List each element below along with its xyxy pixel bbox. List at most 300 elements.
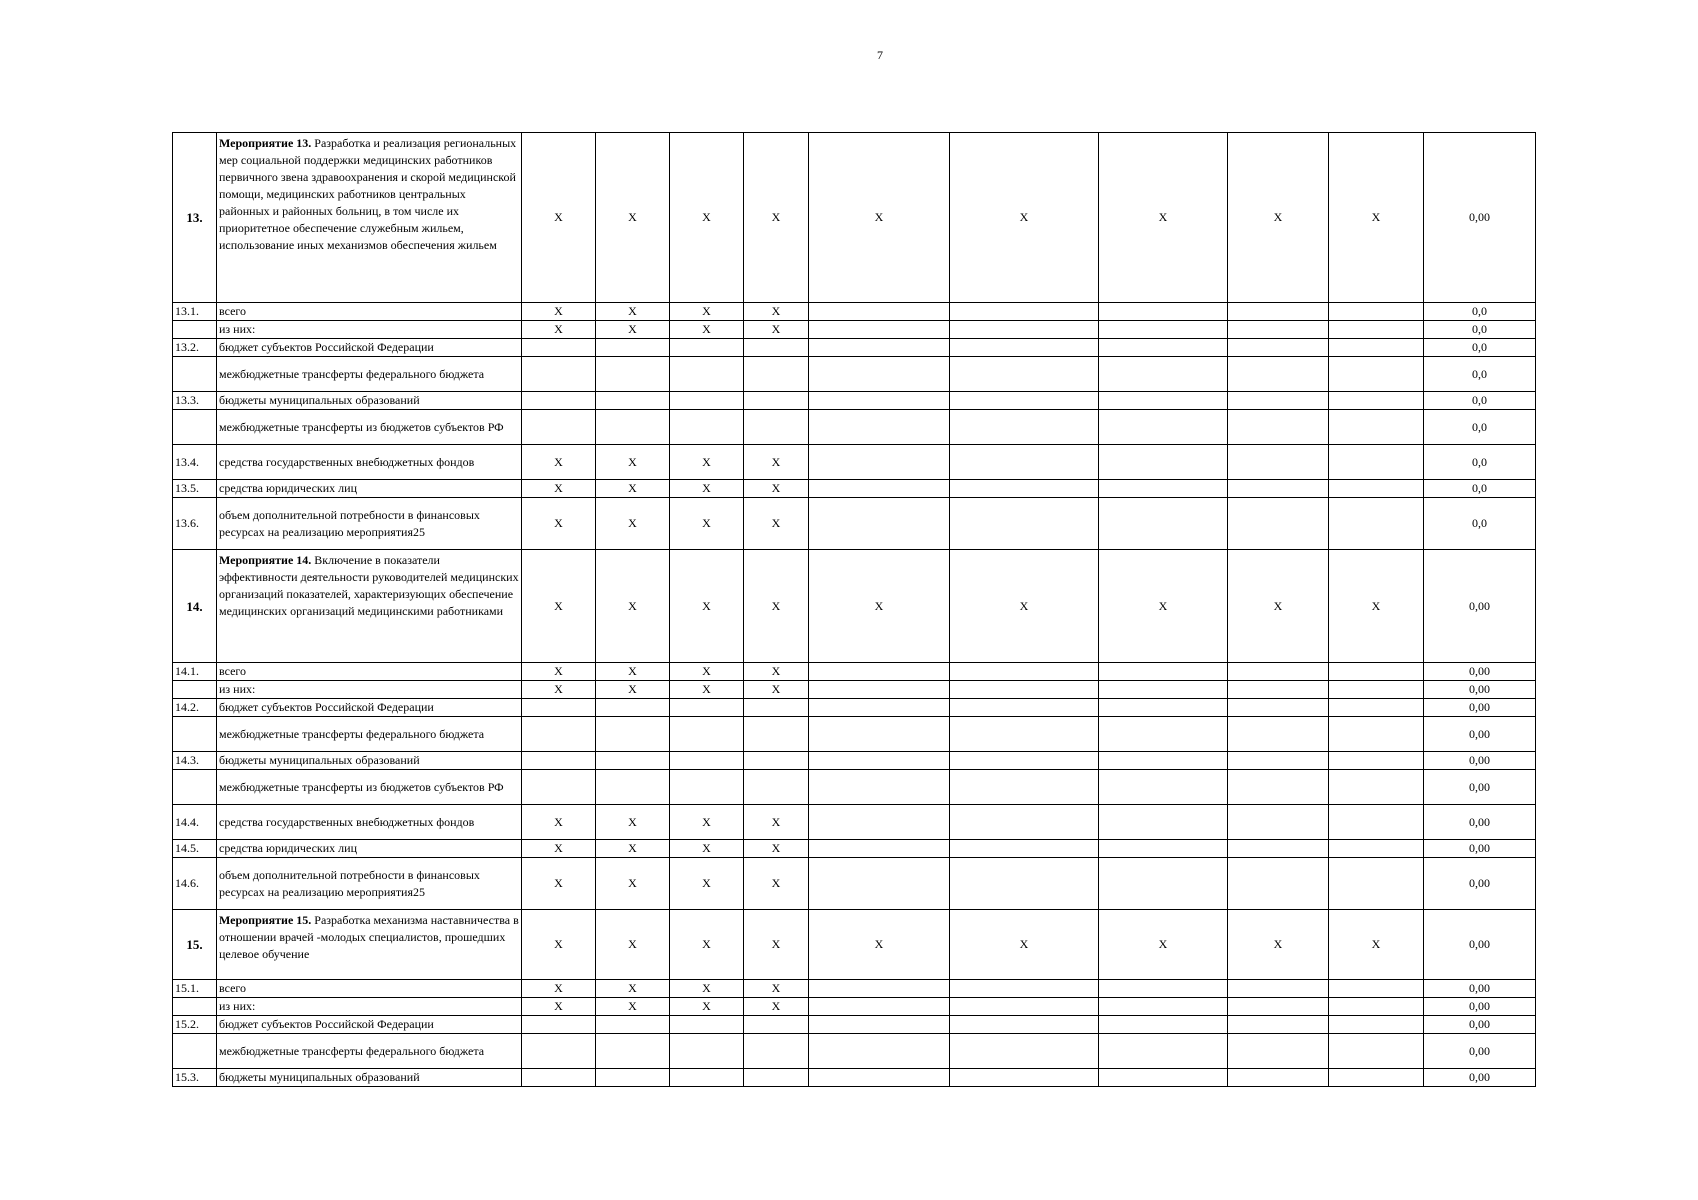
empty-cell xyxy=(1329,321,1424,339)
x-mark: X xyxy=(670,858,744,910)
empty-cell xyxy=(809,717,950,752)
row-total: 0,0 xyxy=(1424,498,1536,550)
row-total: 0,0 xyxy=(1424,410,1536,445)
section-description-text: Разработка и реализация региональных мер социальной поддержки медицинских работников первичного звена здравоохранения и скорой медицинской помощи, медицинских работников центральных районных и районных больниц, в том числе их приоритетное обеспечение служебным жильем, использование иных механизмов обеспечения жильем xyxy=(219,136,517,252)
empty-cell xyxy=(596,1016,670,1034)
row-number: 15.2. xyxy=(173,1016,217,1034)
empty-cell xyxy=(809,681,950,699)
empty-cell xyxy=(809,357,950,392)
empty-cell xyxy=(1329,1034,1424,1069)
x-mark: X xyxy=(744,980,809,998)
x-mark: X xyxy=(522,805,596,840)
empty-cell xyxy=(1099,858,1228,910)
empty-cell xyxy=(744,410,809,445)
empty-cell xyxy=(1329,805,1424,840)
empty-cell xyxy=(744,752,809,770)
row-total: 0,00 xyxy=(1424,1069,1536,1087)
empty-cell xyxy=(1099,699,1228,717)
x-mark: X xyxy=(522,910,596,980)
empty-cell xyxy=(522,410,596,445)
empty-cell xyxy=(1329,1069,1424,1087)
row-number xyxy=(173,1034,217,1069)
table-row xyxy=(173,840,1536,858)
row-label: бюджеты муниципальных образований xyxy=(217,1069,522,1087)
empty-cell xyxy=(950,392,1099,410)
x-mark: X xyxy=(744,840,809,858)
empty-cell xyxy=(522,717,596,752)
x-mark: X xyxy=(522,663,596,681)
row-number xyxy=(173,717,217,752)
empty-cell xyxy=(809,1016,950,1034)
section-row xyxy=(173,133,1536,303)
x-mark: X xyxy=(596,998,670,1016)
empty-cell xyxy=(1329,717,1424,752)
empty-cell xyxy=(1099,321,1228,339)
section-number: 14. xyxy=(173,550,217,663)
row-total: 0,00 xyxy=(1424,770,1536,805)
row-total: 0,0 xyxy=(1424,357,1536,392)
row-number: 14.6. xyxy=(173,858,217,910)
section-title: Мероприятие 15. xyxy=(219,913,312,927)
section-total: 0,00 xyxy=(1424,133,1536,303)
table-row xyxy=(173,1069,1536,1087)
x-mark: X xyxy=(522,445,596,480)
table-row xyxy=(173,392,1536,410)
x-mark: X xyxy=(522,321,596,339)
empty-cell xyxy=(670,717,744,752)
empty-cell xyxy=(1228,1034,1329,1069)
row-number: 13.6. xyxy=(173,498,217,550)
row-total: 0,0 xyxy=(1424,392,1536,410)
row-label: из них: xyxy=(217,321,522,339)
empty-cell xyxy=(1099,1016,1228,1034)
empty-cell xyxy=(809,1034,950,1069)
empty-cell xyxy=(670,1016,744,1034)
row-number: 14.3. xyxy=(173,752,217,770)
empty-cell xyxy=(1228,480,1329,498)
empty-cell xyxy=(950,717,1099,752)
row-label: бюджеты муниципальных образований xyxy=(217,752,522,770)
empty-cell xyxy=(950,752,1099,770)
table-row xyxy=(173,498,1536,550)
empty-cell xyxy=(744,1069,809,1087)
empty-cell xyxy=(950,840,1099,858)
section-title: Мероприятие 14. xyxy=(219,553,312,567)
x-mark: X xyxy=(670,445,744,480)
empty-cell xyxy=(1329,770,1424,805)
empty-cell xyxy=(809,410,950,445)
table-row xyxy=(173,339,1536,357)
budget-table xyxy=(172,132,1536,1087)
x-mark: X xyxy=(596,498,670,550)
empty-cell xyxy=(950,321,1099,339)
row-number: 14.5. xyxy=(173,840,217,858)
empty-cell xyxy=(809,303,950,321)
empty-cell xyxy=(1329,303,1424,321)
empty-cell xyxy=(1329,480,1424,498)
x-mark: X xyxy=(670,321,744,339)
row-label: бюджет субъектов Российской Федерации xyxy=(217,1016,522,1034)
empty-cell xyxy=(950,858,1099,910)
empty-cell xyxy=(809,858,950,910)
empty-cell xyxy=(809,770,950,805)
empty-cell xyxy=(809,805,950,840)
empty-cell xyxy=(1099,357,1228,392)
empty-cell xyxy=(1228,840,1329,858)
empty-cell xyxy=(670,699,744,717)
empty-cell xyxy=(1329,392,1424,410)
row-label: всего xyxy=(217,663,522,681)
empty-cell xyxy=(1329,663,1424,681)
empty-cell xyxy=(744,770,809,805)
row-total: 0,00 xyxy=(1424,1016,1536,1034)
empty-cell xyxy=(809,498,950,550)
empty-cell xyxy=(809,339,950,357)
x-mark: X xyxy=(596,133,670,303)
empty-cell xyxy=(1099,498,1228,550)
x-mark: X xyxy=(522,480,596,498)
x-mark: X xyxy=(670,498,744,550)
empty-cell xyxy=(1228,339,1329,357)
x-mark: X xyxy=(596,445,670,480)
empty-cell xyxy=(809,1069,950,1087)
x-mark: X xyxy=(596,805,670,840)
empty-cell xyxy=(522,392,596,410)
table-row xyxy=(173,858,1536,910)
empty-cell xyxy=(1329,699,1424,717)
row-label: объем дополнительной потребности в финансовых ресурсах на реализацию мероприятия25 xyxy=(217,858,522,910)
table-row xyxy=(173,980,1536,998)
row-number: 15.3. xyxy=(173,1069,217,1087)
empty-cell xyxy=(1329,445,1424,480)
empty-cell xyxy=(522,1016,596,1034)
empty-cell xyxy=(950,445,1099,480)
table-row xyxy=(173,303,1536,321)
x-mark: X xyxy=(522,681,596,699)
empty-cell xyxy=(1329,752,1424,770)
row-total: 0,00 xyxy=(1424,980,1536,998)
empty-cell xyxy=(1228,699,1329,717)
empty-cell xyxy=(596,717,670,752)
empty-cell xyxy=(950,339,1099,357)
row-label: всего xyxy=(217,980,522,998)
table-row xyxy=(173,681,1536,699)
x-mark: X xyxy=(1099,550,1228,663)
empty-cell xyxy=(1099,980,1228,998)
empty-cell xyxy=(670,410,744,445)
section-total: 0,00 xyxy=(1424,910,1536,980)
empty-cell xyxy=(950,1034,1099,1069)
x-mark: X xyxy=(596,858,670,910)
x-mark: X xyxy=(596,550,670,663)
empty-cell xyxy=(596,392,670,410)
empty-cell xyxy=(1228,858,1329,910)
empty-cell xyxy=(596,339,670,357)
table-row xyxy=(173,1034,1536,1069)
empty-cell xyxy=(1099,752,1228,770)
row-number xyxy=(173,321,217,339)
empty-cell xyxy=(809,321,950,339)
empty-cell xyxy=(950,1069,1099,1087)
row-number: 13.3. xyxy=(173,392,217,410)
table-row xyxy=(173,752,1536,770)
x-mark: X xyxy=(744,858,809,910)
empty-cell xyxy=(950,480,1099,498)
page-number: 7 xyxy=(877,48,883,62)
row-number: 13.2. xyxy=(173,339,217,357)
x-mark: X xyxy=(522,133,596,303)
x-mark: X xyxy=(744,550,809,663)
empty-cell xyxy=(950,663,1099,681)
empty-cell xyxy=(1329,980,1424,998)
x-mark: X xyxy=(744,805,809,840)
x-mark: X xyxy=(522,550,596,663)
empty-cell xyxy=(950,410,1099,445)
empty-cell xyxy=(744,339,809,357)
empty-cell xyxy=(596,1069,670,1087)
row-label: средства юридических лиц xyxy=(217,840,522,858)
row-label: средства государственных внебюджетных фондов xyxy=(217,805,522,840)
empty-cell xyxy=(522,770,596,805)
row-label: объем дополнительной потребности в финансовых ресурсах на реализацию мероприятия25 xyxy=(217,498,522,550)
x-mark: X xyxy=(596,681,670,699)
empty-cell xyxy=(744,717,809,752)
empty-cell xyxy=(809,480,950,498)
empty-cell xyxy=(1228,321,1329,339)
x-mark: X xyxy=(1228,910,1329,980)
x-mark: X xyxy=(950,910,1099,980)
row-total: 0,00 xyxy=(1424,717,1536,752)
x-mark: X xyxy=(670,681,744,699)
empty-cell xyxy=(1099,480,1228,498)
empty-cell xyxy=(1099,681,1228,699)
empty-cell xyxy=(1329,681,1424,699)
empty-cell xyxy=(596,699,670,717)
empty-cell xyxy=(1099,770,1228,805)
row-number: 14.2. xyxy=(173,699,217,717)
x-mark: X xyxy=(744,321,809,339)
empty-cell xyxy=(1099,410,1228,445)
row-label: межбюджетные трансферты федерального бюджета xyxy=(217,1034,522,1069)
empty-cell xyxy=(950,805,1099,840)
empty-cell xyxy=(1099,805,1228,840)
row-label: всего xyxy=(217,303,522,321)
empty-cell xyxy=(1228,980,1329,998)
row-number: 13.5. xyxy=(173,480,217,498)
row-total: 0,00 xyxy=(1424,998,1536,1016)
empty-cell xyxy=(1228,303,1329,321)
empty-cell xyxy=(950,357,1099,392)
table-row xyxy=(173,480,1536,498)
x-mark: X xyxy=(744,445,809,480)
row-total: 0,0 xyxy=(1424,445,1536,480)
row-total: 0,0 xyxy=(1424,303,1536,321)
x-mark: X xyxy=(596,840,670,858)
x-mark: X xyxy=(809,133,950,303)
row-total: 0,00 xyxy=(1424,1034,1536,1069)
table-row xyxy=(173,1016,1536,1034)
empty-cell xyxy=(1228,717,1329,752)
section-description xyxy=(217,133,522,303)
row-total: 0,00 xyxy=(1424,805,1536,840)
empty-cell xyxy=(744,357,809,392)
empty-cell xyxy=(1099,339,1228,357)
empty-cell xyxy=(1228,663,1329,681)
empty-cell xyxy=(1099,663,1228,681)
table-row xyxy=(173,445,1536,480)
empty-cell xyxy=(809,980,950,998)
section-total: 0,00 xyxy=(1424,550,1536,663)
x-mark: X xyxy=(596,980,670,998)
section-description xyxy=(217,550,522,663)
table-row xyxy=(173,321,1536,339)
empty-cell xyxy=(950,998,1099,1016)
empty-cell xyxy=(809,445,950,480)
empty-cell xyxy=(1228,805,1329,840)
empty-cell xyxy=(950,1016,1099,1034)
empty-cell xyxy=(1228,770,1329,805)
row-number: 13.1. xyxy=(173,303,217,321)
empty-cell xyxy=(670,357,744,392)
empty-cell xyxy=(522,699,596,717)
x-mark: X xyxy=(744,133,809,303)
empty-cell xyxy=(1099,392,1228,410)
empty-cell xyxy=(950,770,1099,805)
row-label: межбюджетные трансферты федерального бюджета xyxy=(217,717,522,752)
x-mark: X xyxy=(670,998,744,1016)
x-mark: X xyxy=(744,681,809,699)
x-mark: X xyxy=(522,498,596,550)
row-number: 15.1. xyxy=(173,980,217,998)
empty-cell xyxy=(1228,357,1329,392)
x-mark: X xyxy=(1228,133,1329,303)
empty-cell xyxy=(522,1034,596,1069)
table-row xyxy=(173,663,1536,681)
row-label: средства юридических лиц xyxy=(217,480,522,498)
empty-cell xyxy=(1099,717,1228,752)
row-label: межбюджетные трансферты из бюджетов субъектов РФ xyxy=(217,410,522,445)
empty-cell xyxy=(1329,1016,1424,1034)
table-row xyxy=(173,770,1536,805)
empty-cell xyxy=(1228,1069,1329,1087)
table-row xyxy=(173,357,1536,392)
row-number xyxy=(173,998,217,1016)
x-mark: X xyxy=(1228,550,1329,663)
empty-cell xyxy=(670,392,744,410)
empty-cell xyxy=(744,1034,809,1069)
row-label: межбюджетные трансферты федерального бюджета xyxy=(217,357,522,392)
empty-cell xyxy=(809,840,950,858)
x-mark: X xyxy=(670,910,744,980)
row-number xyxy=(173,357,217,392)
x-mark: X xyxy=(596,321,670,339)
x-mark: X xyxy=(1329,550,1424,663)
row-total: 0,0 xyxy=(1424,480,1536,498)
x-mark: X xyxy=(522,303,596,321)
empty-cell xyxy=(1228,998,1329,1016)
empty-cell xyxy=(670,752,744,770)
empty-cell xyxy=(1228,752,1329,770)
empty-cell xyxy=(670,1034,744,1069)
x-mark: X xyxy=(950,133,1099,303)
x-mark: X xyxy=(670,480,744,498)
x-mark: X xyxy=(809,910,950,980)
x-mark: X xyxy=(1329,910,1424,980)
empty-cell xyxy=(950,498,1099,550)
empty-cell xyxy=(744,392,809,410)
section-description-text: Разработка механизма наставничества в отношении врачей -молодых специалистов, прошедших целевое обучение xyxy=(219,913,519,961)
table-row xyxy=(173,805,1536,840)
row-number: 14.4. xyxy=(173,805,217,840)
row-number: 13.4. xyxy=(173,445,217,480)
empty-cell xyxy=(596,410,670,445)
empty-cell xyxy=(809,392,950,410)
x-mark: X xyxy=(744,998,809,1016)
x-mark: X xyxy=(809,550,950,663)
row-total: 0,00 xyxy=(1424,752,1536,770)
row-total: 0,00 xyxy=(1424,858,1536,910)
row-label: бюджет субъектов Российской Федерации xyxy=(217,339,522,357)
empty-cell xyxy=(596,1034,670,1069)
x-mark: X xyxy=(670,840,744,858)
x-mark: X xyxy=(670,303,744,321)
x-mark: X xyxy=(1329,133,1424,303)
row-label: из них: xyxy=(217,998,522,1016)
empty-cell xyxy=(1228,392,1329,410)
empty-cell xyxy=(1099,1034,1228,1069)
x-mark: X xyxy=(950,550,1099,663)
x-mark: X xyxy=(1099,910,1228,980)
row-total: 0,00 xyxy=(1424,663,1536,681)
empty-cell xyxy=(809,699,950,717)
empty-cell xyxy=(950,980,1099,998)
x-mark: X xyxy=(1099,133,1228,303)
empty-cell xyxy=(1228,498,1329,550)
empty-cell xyxy=(744,699,809,717)
x-mark: X xyxy=(744,303,809,321)
row-label: средства государственных внебюджетных фондов xyxy=(217,445,522,480)
section-row xyxy=(173,910,1536,980)
row-number xyxy=(173,410,217,445)
row-label: межбюджетные трансферты из бюджетов субъектов РФ xyxy=(217,770,522,805)
x-mark: X xyxy=(522,980,596,998)
empty-cell xyxy=(1329,858,1424,910)
table-row xyxy=(173,998,1536,1016)
x-mark: X xyxy=(670,550,744,663)
empty-cell xyxy=(522,339,596,357)
empty-cell xyxy=(1329,339,1424,357)
x-mark: X xyxy=(744,663,809,681)
row-label: бюджеты муниципальных образований xyxy=(217,392,522,410)
empty-cell xyxy=(1329,840,1424,858)
x-mark: X xyxy=(522,858,596,910)
x-mark: X xyxy=(670,980,744,998)
section-number: 15. xyxy=(173,910,217,980)
empty-cell xyxy=(1099,1069,1228,1087)
empty-cell xyxy=(1228,410,1329,445)
x-mark: X xyxy=(522,840,596,858)
empty-cell xyxy=(1329,998,1424,1016)
empty-cell xyxy=(522,357,596,392)
x-mark: X xyxy=(596,480,670,498)
x-mark: X xyxy=(596,910,670,980)
table-row xyxy=(173,410,1536,445)
empty-cell xyxy=(1329,410,1424,445)
empty-cell xyxy=(596,770,670,805)
empty-cell xyxy=(1228,681,1329,699)
table-row xyxy=(173,699,1536,717)
table-row xyxy=(173,717,1536,752)
